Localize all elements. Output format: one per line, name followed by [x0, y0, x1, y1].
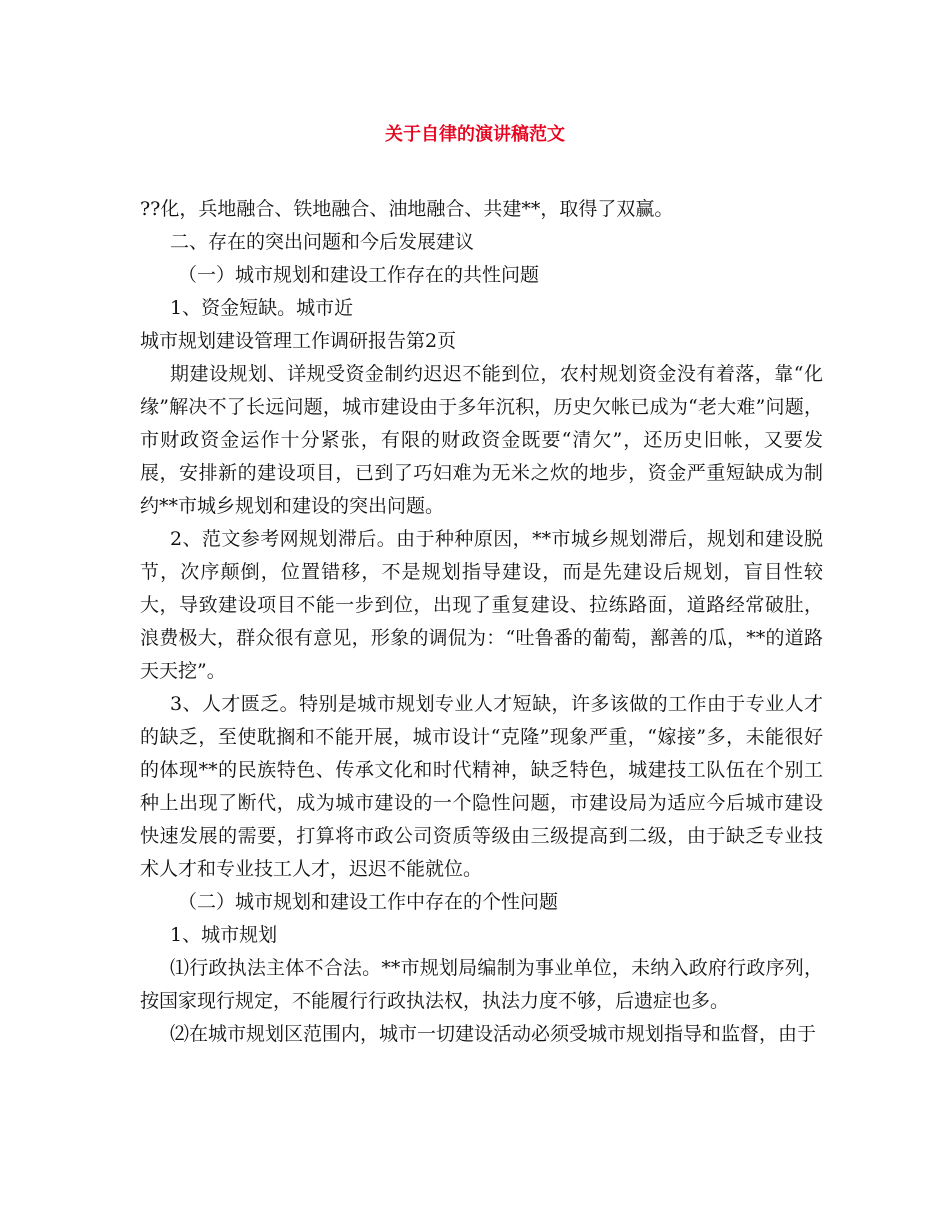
- paragraph-talent-shortage: 3、人才匮乏。特别是城市规划专业人才短缺，许多该做的工作由于专业人才的缺乏，至使耽搁和不能开展，城市设计“克隆”现象严重，“嫁接”多，未能很好的体现**的民族特色、传承文化和时代精神，缺乏特色，城建技工队伍在个别工种上出现了断代，成为城市建设的一个隐性问题，市建设局为适应今后城市建设快速发展的需要，打算将市政公司资质等级由三级提高到二级，由于缺乏专业技术人才和专业技工人才，迟迟不能就位。: [140, 693, 823, 880]
- paragraph-planning-area: ⑵在城市规划区范围内，城市一切建设活动必须受城市规划指导和监督，由于: [170, 1023, 817, 1045]
- section-heading-2: 二、存在的突出问题和今后发展建议: [170, 231, 475, 253]
- paragraph-continuation: ??化，兵地融合、铁地融合、油地融合、共建**，取得了双赢。: [140, 198, 674, 220]
- paragraph-planning-lag: 2、范文参考网规划滞后。由于种种原因，**市城乡规划滞后，规划和建设脱节，次序颠倒，位置错移，不是规划指导建设，而是先建设后规划，盲目性较大，导致建设项目不能一步到位，出现了重复建设、拉练路面，道路经常破肚，浪费极大，群众很有意见，形象的调侃为：“吐鲁番的葡萄，鄯善的瓜，**的道路天天挖”。: [140, 528, 823, 682]
- document-body: [140, 193, 823, 1051]
- paragraph-urban-planning-heading: 1、城市规划: [170, 924, 278, 946]
- document-title: 关于自律的演讲稿范文: [385, 124, 565, 145]
- subsection-heading-2: （二）城市规划和建设工作中存在的个性问题: [178, 891, 559, 913]
- page-reference: 城市规划建设管理工作调研报告第2页: [140, 330, 457, 352]
- paragraph-funding: 期建设规划、详规受资金制约迟迟不能到位，农村规划资金没有着落，靠“化缘”解决不了长远问题，城市建设由于多年沉积，历史欠帐已成为“老大难”问题，市财政资金运作十分紧张，有限的财政资金既要“清欠”，还历史旧帐，又要发展，安排新的建设项目，已到了巧妇难为无米之炊的地步，资金严重短缺成为制约**市城乡规划和建设的突出问题。: [140, 363, 823, 517]
- subsection-heading-1: （一）城市规划和建设工作存在的共性问题: [178, 264, 540, 286]
- paragraph-funding-intro: 1、资金短缺。城市近: [170, 297, 354, 319]
- paragraph-enforcement: ⑴行政执法主体不合法。**市规划局编制为事业单位，未纳入政府行政序列，按国家现行规定，不能履行行政执法权，执法力度不够，后遗症也多。: [140, 957, 823, 1012]
